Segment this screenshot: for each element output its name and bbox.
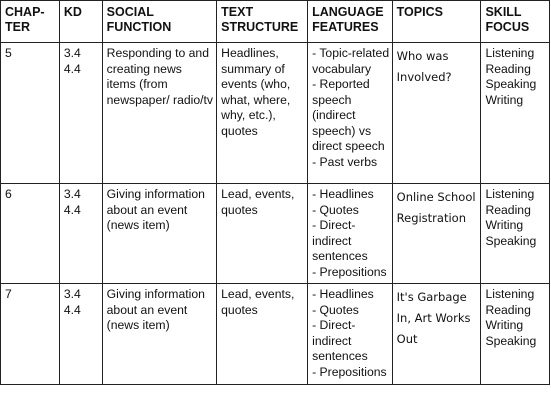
feature-item: - Topic-related vocabulary	[312, 46, 390, 76]
cell-chapter: 5	[1, 43, 60, 184]
cell-text-structure: Headlines, summary of events (who, what, where, why, etc.), quotes	[217, 43, 308, 184]
skill-item: Reading	[485, 302, 531, 317]
skill-item: Reading	[485, 202, 531, 217]
header-kd: KD	[59, 1, 102, 43]
cell-language-features	[308, 284, 393, 385]
cell-kd	[59, 43, 102, 184]
skill-item: Writing	[485, 218, 524, 232]
cell-skills	[481, 284, 550, 385]
cell-language-features	[308, 184, 393, 284]
skill-item: Speaking	[485, 77, 537, 91]
skill-item: Reading	[485, 61, 531, 76]
cell-text-structure: Lead, events, quotes	[217, 184, 308, 284]
cell-skills	[481, 184, 550, 284]
cell-topics: Online School Registration	[392, 184, 481, 284]
cell-kd	[59, 184, 102, 284]
table-row	[1, 184, 550, 284]
cell-topics: Who was Involved?	[392, 43, 481, 184]
table-row	[1, 43, 550, 184]
feature-item: - Past verbs	[312, 154, 378, 169]
cell-language-features	[308, 43, 393, 184]
feature-item: - Quotes	[312, 302, 359, 317]
kd-item: 3.4	[63, 46, 81, 60]
header-skill-focus: SKILL FOCUS	[481, 1, 550, 43]
kd-item: 4.4	[63, 202, 81, 217]
feature-item: - Headlines	[312, 287, 374, 301]
skill-item: Speaking	[485, 233, 537, 248]
header-topics: TOPICS	[392, 1, 481, 43]
header-text-structure: TEXT STRUCTURE	[217, 1, 308, 43]
feature-item: - Direct-indirect sentences	[312, 318, 368, 363]
kd-item: 4.4	[63, 61, 81, 76]
skill-item: Writing	[485, 92, 524, 107]
cell-kd	[59, 284, 102, 385]
feature-item: - Reported speech (indirect speech) vs direct speech	[312, 77, 385, 153]
feature-item: - Quotes	[312, 202, 359, 217]
feature-item: - Prepositions	[312, 364, 387, 379]
header-chapter: CHAP- TER	[1, 1, 60, 43]
kd-item: 3.4	[63, 287, 81, 301]
skill-item: Writing	[485, 318, 524, 332]
cell-chapter: 7	[1, 284, 60, 385]
cell-chapter: 6	[1, 184, 60, 284]
cell-social-function: Giving information about an event (news item)	[102, 184, 217, 284]
header-social-function: SOCIAL FUNCTION	[102, 1, 217, 43]
cell-social-function: Giving information about an event (news item)	[102, 284, 217, 385]
skill-item: Listening	[485, 287, 535, 301]
header-language-features: LANGUAGE FEATURES	[308, 1, 393, 43]
kd-item: 3.4	[63, 187, 81, 201]
cell-social-function: Responding to and creating news items (from newspaper/ radio/tv	[102, 43, 217, 184]
cell-skills	[481, 43, 550, 184]
cell-text-structure: Lead, events, quotes	[217, 284, 308, 385]
feature-item: - Direct-indirect sentences	[312, 218, 368, 263]
feature-item: - Headlines	[312, 187, 374, 201]
cell-topics: It's Garbage In, Art Works Out	[392, 284, 481, 385]
skill-item: Speaking	[485, 333, 537, 348]
skill-item: Listening	[485, 187, 535, 201]
header-row	[1, 1, 550, 43]
feature-item: - Prepositions	[312, 264, 387, 279]
skill-item: Listening	[485, 46, 535, 60]
kd-item: 4.4	[63, 302, 81, 317]
table-row	[1, 284, 550, 385]
